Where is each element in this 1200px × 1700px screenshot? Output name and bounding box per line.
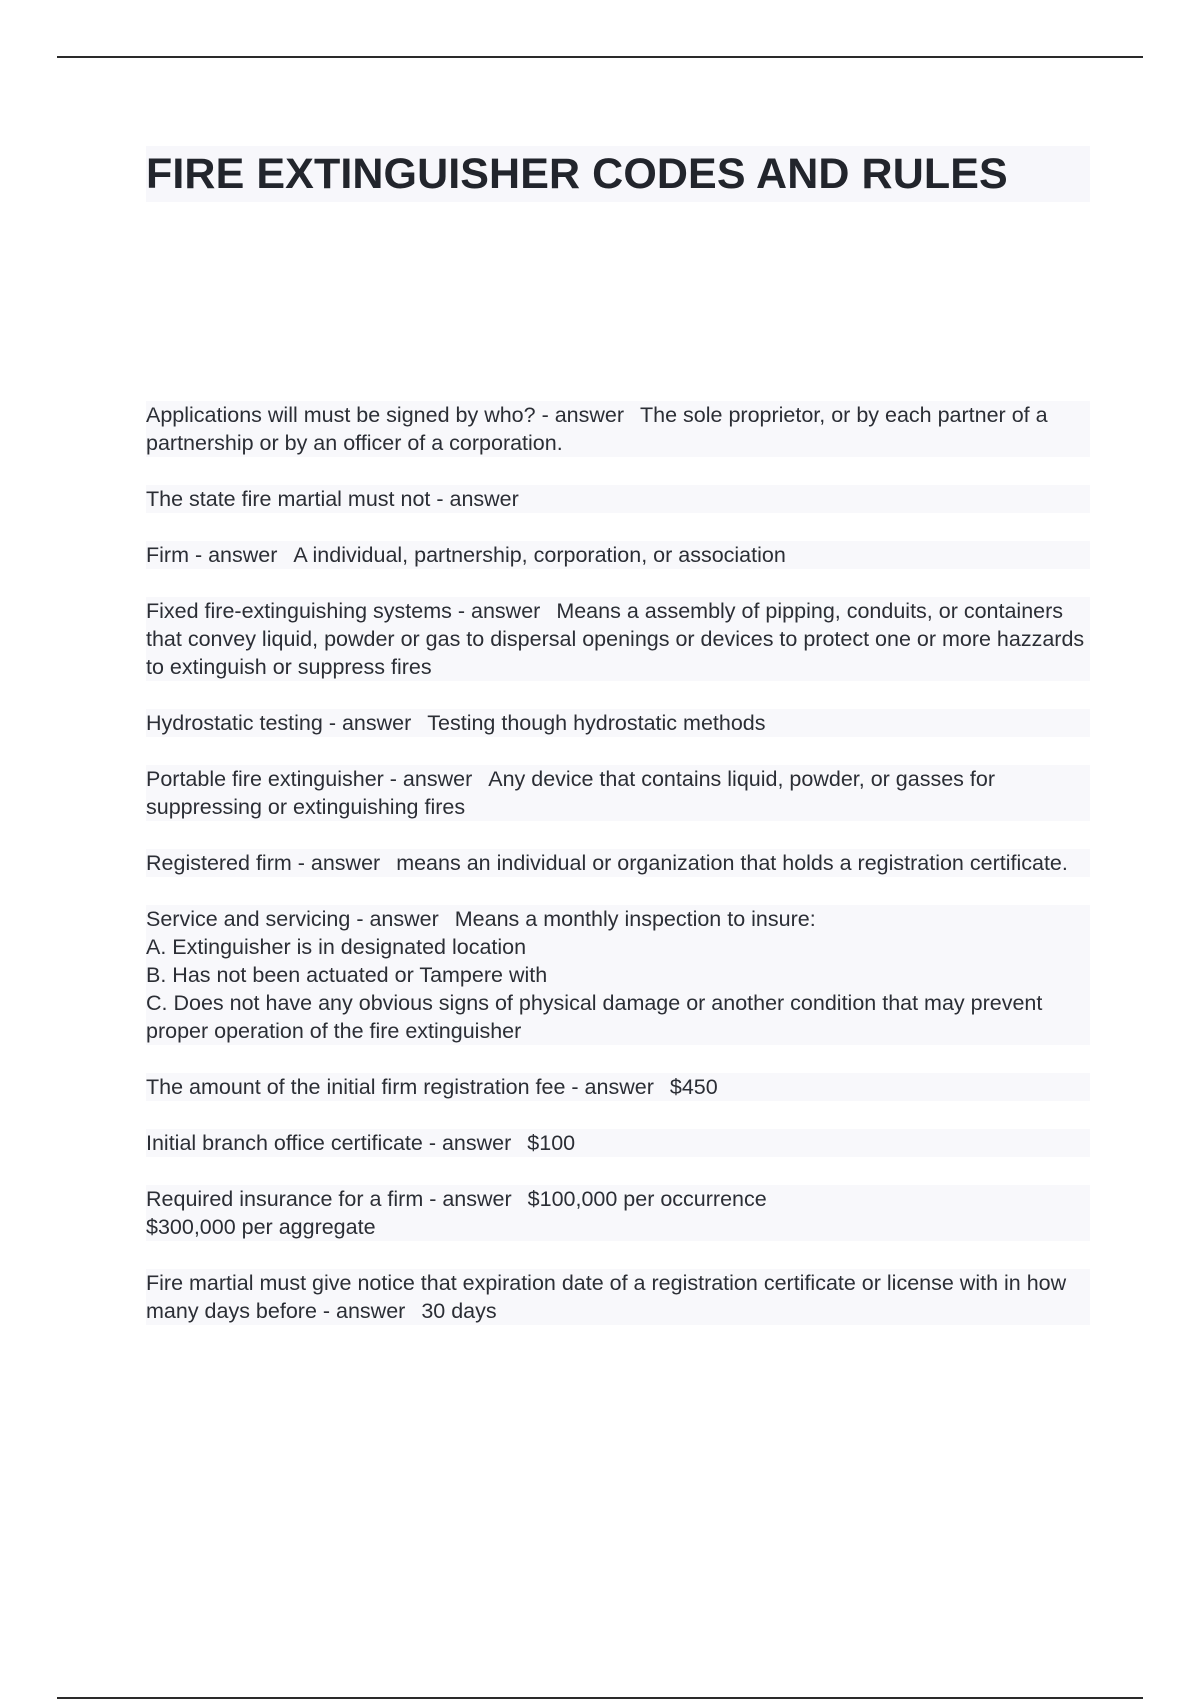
card-answer: $100 (527, 1131, 576, 1155)
flashcard-list (146, 401, 1090, 1325)
top-divider (57, 56, 1143, 58)
card-question: Registered firm - answer (146, 851, 381, 875)
document-body (146, 146, 1090, 1353)
card-question: Fire martial must give notice that expiration date of a registration certificate or license with in how many days before - answer (146, 1271, 1067, 1323)
card-answer: Means a assembly of pipping, conduits, or containers that convey liquid, powder or gas to dispersal openings or devices to protect one or more hazzards to extinguish or suppress fires (146, 599, 1085, 679)
card-answer: 30 days (421, 1299, 497, 1323)
flashcard (146, 765, 1090, 821)
card-question: Portable fire extinguisher - answer (146, 767, 473, 791)
card-answer: Testing though hydrostatic methods (427, 711, 766, 735)
flashcard (146, 1073, 1090, 1101)
document-title: FIRE EXTINGUISHER CODES AND RULES (146, 146, 1090, 202)
card-question: The state fire martial must not - answer (146, 487, 519, 511)
card-answer: means an individual or organization that holds a registration certificate. (396, 851, 1068, 875)
flashcard (146, 485, 1090, 513)
card-question: Fixed fire-extinguishing systems - answer (146, 599, 541, 623)
card-question: Firm - answer (146, 543, 278, 567)
card-question: Applications will must be signed by who? - answer (146, 403, 625, 427)
card-answer: Means a monthly inspection to insure: A. Extinguisher is in designated location B. Has not been actuated or Tampere with C. Does not have any obvious signs of physical damage or another condition that may prevent proper operation of the fire extinguisher (146, 907, 1043, 1043)
flashcard (146, 1185, 1090, 1241)
flashcard (146, 905, 1090, 1045)
card-question: Initial branch office certificate - answer (146, 1131, 512, 1155)
bottom-divider (57, 1697, 1143, 1699)
flashcard (146, 541, 1090, 569)
card-answer: Any device that contains liquid, powder, or gasses for suppressing or extinguishing fires (146, 767, 995, 819)
card-answer: A individual, partnership, corporation, or association (293, 543, 786, 567)
card-question: Service and servicing - answer (146, 907, 439, 931)
flashcard (146, 709, 1090, 737)
flashcard (146, 1269, 1090, 1325)
card-question: Hydrostatic testing - answer (146, 711, 412, 735)
flashcard (146, 849, 1090, 877)
card-question: The amount of the initial firm registration fee - answer (146, 1075, 654, 1099)
flashcard (146, 401, 1090, 457)
card-question: Required insurance for a firm - answer (146, 1187, 512, 1211)
flashcard (146, 597, 1090, 681)
flashcard (146, 1129, 1090, 1157)
card-answer: $100,000 per occurrence $300,000 per aggregate (146, 1187, 767, 1239)
card-answer: The sole proprietor, or by each partner of a partnership or by an officer of a corporation. (146, 403, 1048, 455)
card-answer: $450 (669, 1075, 718, 1099)
